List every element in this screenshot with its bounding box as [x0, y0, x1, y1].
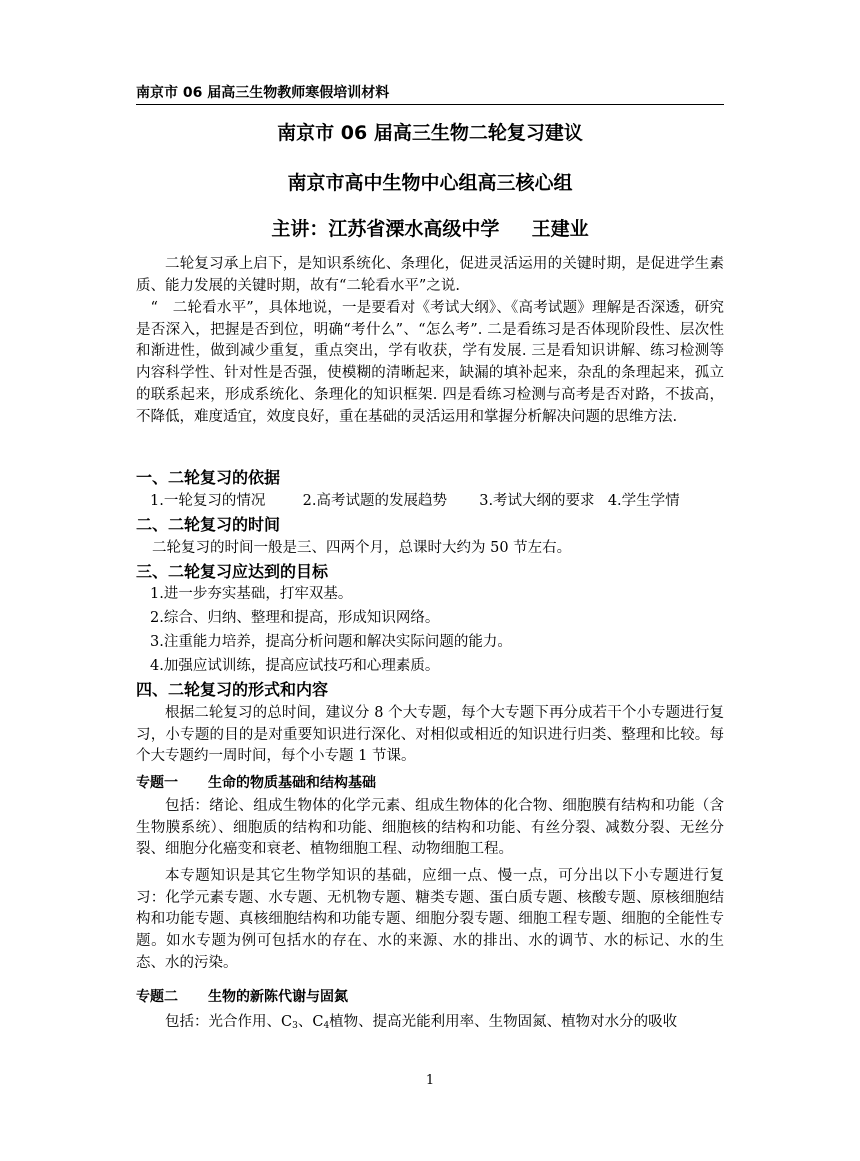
- section-2-heading: 二、二轮复习的时间: [136, 515, 281, 534]
- section-4-text: 根据二轮复习的总时间，建议分 8 个大专题，每个大专题下再分成若干个小专题进行复习，小专题的目的是对重要知识进行深化、对相似或相近的知识进行归类、整理和比较。每个大专题约一周时间，每个小专题 1 节课。: [136, 705, 724, 765]
- section-3-heading: 三、二轮复习应达到的目标: [136, 562, 329, 581]
- goal-item: 2.综合、归纳、整理和提高，形成知识网络。: [150, 610, 440, 626]
- topic-2-heading: [136, 987, 724, 1007]
- topic-1-paragraph-2: 本专题知识是其它生物学知识的基础，应细一点、慢一点，可分出以下小专题进行复习：化学元素专题、水专题、无机物专题、糖类专题、蛋白质专题、核酸专题、原核细胞结构和功能专题、真核细胞结构和功能专题、细胞分裂专题、细胞工程专题、细胞的全能性专题。如水专题为例可包括水的存在、水的来源、水的排出、水的调节、水的标记、水的生态、水的污染。: [136, 868, 724, 971]
- basis-item: 4.学生学情: [607, 493, 680, 509]
- topic-1-paragraph-1: 包括：绪论、组成生物体的化学元素、组成生物体的化合物、细胞膜有结构和功能（含生物膜系统）、细胞质的结构和功能、细胞核的结构和功能、有丝分裂、减数分裂、无丝分裂、细胞分化癌变和衰老、植物细胞工程、动物细胞工程。: [136, 798, 724, 858]
- section-4-heading: 四、二轮复习的形式和内容: [136, 680, 329, 699]
- intro-paragraph-1: 二轮复习承上启下，是知识系统化、条理化，促进灵活运用的关键时期，是促进学生素质、能力发展的关键时期，故有“二轮看水平”之说.: [136, 256, 724, 294]
- intro-paragraph-2: “ 二轮看水平”，具体地说，一是要看对《考试大纲》、《高考试题》理解是否深透，研究是否深入，把握是否到位，明确“考什么”、“怎么考”. 二是看练习是否体现阶段性、层次性和渐进性，做到减少重复，重点突出，学有收获，学有发展. 三是看知识讲解、练习检测等内容科学性、针对性是否强，使模糊的清晰起来，缺漏的填补起来，杂乱的条理起来，孤立的联系起来，形成系统化、条理化的知识框架. 四是看练习检测与高考是否对路，不拔高，不降低，难度适宜，效度良好，重在基础的灵活运用和掌握分析解决问题的思维方法.: [136, 300, 724, 425]
- topic-2-text-a: 包括：光合作用、C: [165, 1014, 293, 1030]
- speaker-title: 主讲：江苏省溧水高级中学 王建业: [271, 218, 589, 240]
- topic-1-name: 生命的物质基础和结构基础: [208, 775, 376, 791]
- basis-item: 2.高考试题的发展趋势: [302, 493, 447, 509]
- section-2-text: 二轮复习的时间一般是三、四两个月，总课时大约为 50 节左右。: [152, 540, 572, 556]
- goal-item: 3.注重能力培养，提高分析问题和解决实际问题的能力。: [150, 634, 512, 650]
- topic-2-text-sep: 、C: [297, 1014, 324, 1030]
- header-divider: [136, 104, 724, 105]
- basis-item: 3.考试大纲的要求: [479, 493, 595, 509]
- document-header: 南京市 06 届高三生物教师寒假培训材料: [136, 85, 390, 101]
- basis-item: 1.一轮复习的情况: [150, 493, 266, 509]
- goal-item: 4.加强应试训练，提高应试技巧和心理素质。: [150, 658, 440, 674]
- goal-item: 1.进一步夯实基础，打牢双基。: [150, 586, 353, 602]
- main-title: 南京市 06 届高三生物二轮复习建议: [277, 122, 583, 144]
- topic-1-label: 专题一: [136, 775, 178, 791]
- topic-1-heading: [136, 773, 724, 793]
- topic-2-label: 专题二: [136, 989, 178, 1005]
- topic-2-name: 生物的新陈代谢与固氮: [208, 989, 348, 1005]
- topic-2-paragraph-1: [136, 1012, 724, 1037]
- topic-2-text-b: 植物、提高光能利用率、生物固氮、植物对水分的吸收: [329, 1014, 678, 1030]
- section-3-goal-list: [150, 582, 724, 678]
- page-number: 1: [425, 1073, 435, 1088]
- c4-subscript: 4: [323, 1021, 330, 1031]
- section-1-items: [150, 491, 724, 511]
- c3-subscript: 3: [292, 1021, 298, 1031]
- group-title: 南京市高中生物中心组高三核心组: [287, 172, 573, 194]
- section-1-heading: 一、二轮复习的依据: [136, 468, 281, 487]
